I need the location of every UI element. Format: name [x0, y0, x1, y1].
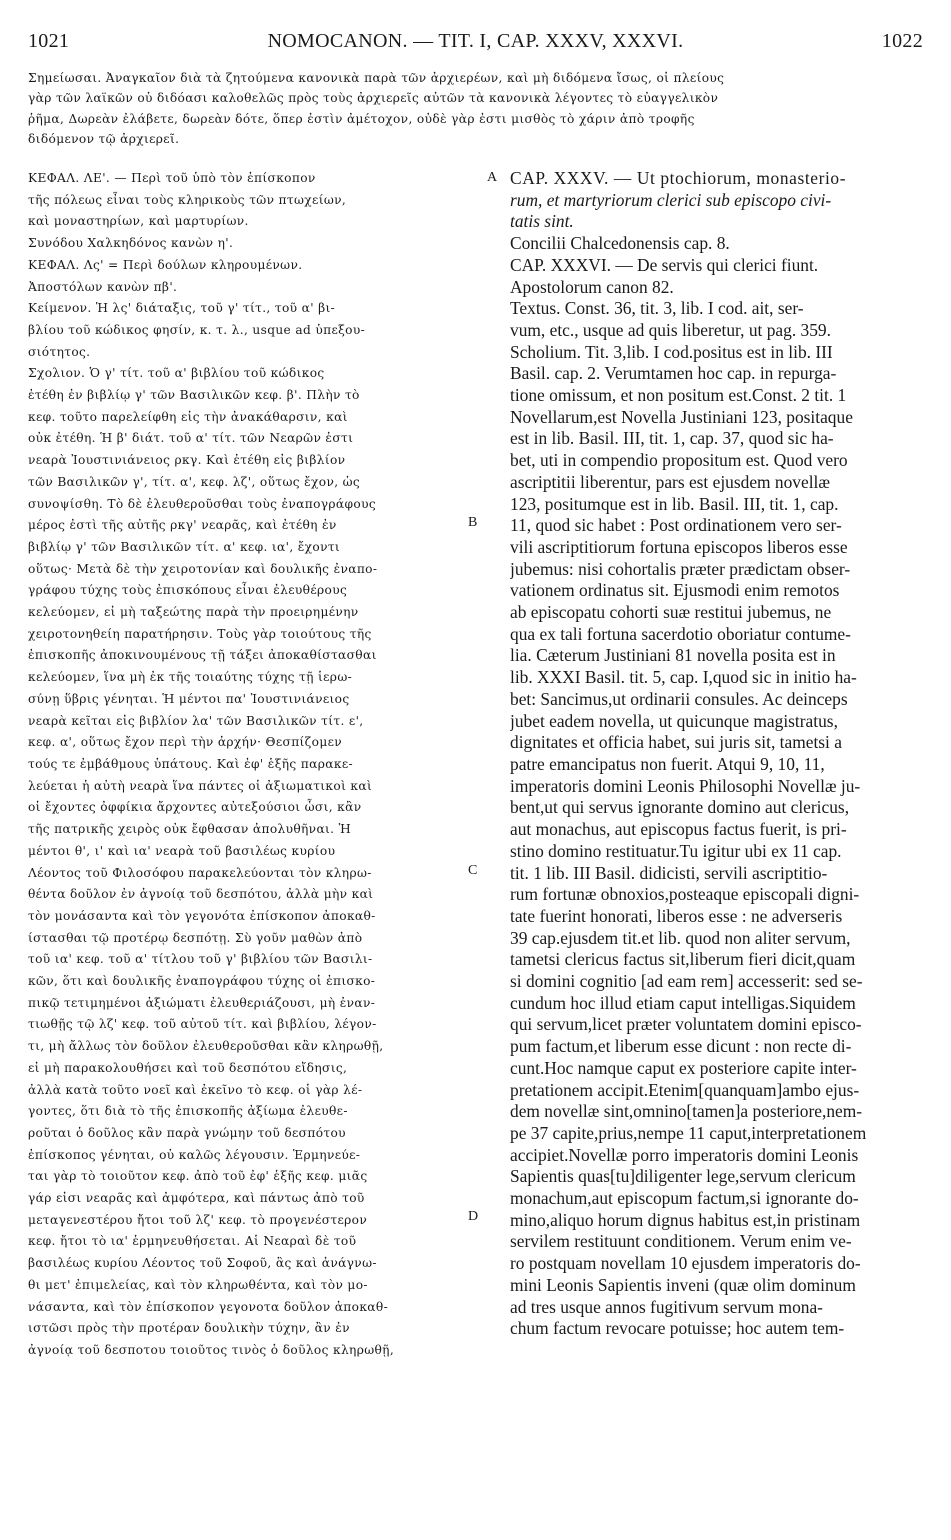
greek-text-line: συνοψίσθη. Τὸ δὲ ἐλευθεροῦσθαι τοὺς ἐναπογράφους	[28, 496, 376, 511]
latin-text-line: accipiet.Novellæ porro imperatoris domini Leonis	[510, 1144, 859, 1165]
greek-text-line: κεφ. ἤτοι τὸ ια' ἑρμηνευθήσεται. Αἱ Νεαραὶ δὲ τοῦ	[28, 1234, 357, 1249]
latin-text-line: cunt.Hoc namque caput ex posteriore capite inter-	[510, 1057, 857, 1078]
greek-text-line: μεταγενεστέρου ἤτοι τοῦ λζ' κεφ. τὸ προγενέστερον	[28, 1212, 368, 1227]
cap-xxxv-heading-line-3: tatis sint.	[510, 211, 574, 232]
greek-text-line: ιστῶσι πρὸς τὴν προτέραν δουλικὴν τύχην, ἂν ἐν	[28, 1321, 350, 1336]
greek-text-line: τῆς πόλεως εἶναι τοὺς κληρικοὺς τῶν πτωχείων,	[28, 192, 347, 207]
greek-text-line: νεαρὰ κεῖται εἰς βιβλίον λα' τῶν Βασιλικῶν τίτ. ε',	[28, 713, 364, 728]
cap-xxxv-heading-line-2: rum, et martyriorum clerici sub episcopo civi-	[510, 189, 832, 210]
latin-text-line: vili ascriptitiorum fortuna episcopos liberos esse	[510, 536, 848, 557]
latin-text-line: aut monachus, aut episcopus factus fuerit, is pri-	[510, 819, 847, 840]
margin-marker-d: D	[468, 1209, 479, 1224]
greek-text-line: μέρος ἐστὶ τῆς αὐτῆς ρκγ' νεαρᾶς, καὶ ἐτέθη ἐν	[28, 518, 337, 533]
latin-text-line: ro postquam novellam 10 ejusdem imperatoris do-	[510, 1253, 861, 1274]
greek-text-line: σύνῃ ὕβρις γένηται. Ἡ μέντοι πα' Ἰουστινιάνειος	[28, 691, 350, 706]
greek-text-line: ΚΕΦΑΛ. Λς' = Περὶ δούλων κληρουμένων.	[28, 257, 303, 272]
margin-marker-a: A	[487, 170, 498, 185]
greek-text-line: θι μετ' ἐπιμελείας, καὶ τὸν κληρωθέντα, καὶ τὸν μο-	[28, 1277, 368, 1292]
latin-text-line: vationem ordinatus sit. Ejusmodi enim remotos	[510, 580, 840, 601]
greek-text-line: κελεύομεν, ἵνα μὴ ἐκ τῆς τοιαύτης τύχης τῇ ἱερω-	[28, 670, 353, 685]
latin-text-line: lib. XXXI Basil. tit. 5, cap. I,quod sic in initio ha-	[510, 667, 857, 688]
latin-text-line: servilem restituunt conditionem. Verum enim ve-	[510, 1231, 852, 1252]
running-header	[28, 22, 923, 56]
greek-text-line: κεφ. τοῦτο παρελείφθη εἰς τὴν ἀνακάθαρσιν, καὶ	[28, 409, 348, 424]
greek-text-line: κελεύομεν, εἰ μὴ ταξεώτης παρὰ τὴν προειρημένην	[28, 605, 359, 620]
greek-text-line: ἀλλὰ κατὰ τοῦτο νοεῖ καὶ ἐκεῖνο τὸ κεφ. οἱ γὰρ λέ-	[28, 1082, 363, 1097]
latin-text-line: 123, positumque est in lib. Basil. III, tit. 1, cap.	[510, 493, 839, 514]
latin-text-line: Sapientis quas[tu]diligenter lege,servum clericum	[510, 1166, 856, 1187]
latin-text-line: CAP. XXXVI. — De servis qui clerici fiunt.	[510, 254, 819, 275]
latin-text-line: est in lib. Basil. III, tit. 1, cap. 37, quod sic ha-	[510, 428, 834, 449]
latin-text-line: jubet eadem novella, ut quicunque magistratus,	[510, 710, 838, 731]
greek-text-line: βασιλέως κυρίου Λέοντος τοῦ Σοφοῦ, ἃς καὶ ἀνάγνω-	[28, 1256, 377, 1271]
greek-text-line: πικῷ τετιμημένοι ἀξιώματι ἐλευθεριάζουσι, μὴ ἐναν-	[28, 995, 376, 1010]
greek-text-line: οὕτως· Μετὰ δὲ τὴν χειροτονίαν καὶ δουλικῆς ἐναπο-	[28, 561, 378, 576]
greek-text-line: κῶν, ὅτι καὶ δουλικῆς ἐναπογράφου τύχης οἱ ἐπισκο-	[28, 974, 376, 989]
latin-text-line: Textus. Const. 36, tit. 3, lib. I cod. ait, ser-	[510, 298, 804, 319]
greek-text-line: γράφου τύχης τοὺς ἐπισκόπους εἶναι ἐλευθέρους	[28, 583, 348, 598]
latin-text-line: jubemus: nisi cohortalis præter prædictam obser-	[510, 558, 851, 579]
latin-text-line: qui servum,licet præter voluntatem domini episco-	[510, 1014, 862, 1035]
greek-text-line: χειροτονηθείη παρατήρησιν. Τοὺς γὰρ τοιούτους τῆς	[28, 626, 372, 641]
latin-text-line: tate fuerint honorati, liberos esse : ne adverseris	[510, 905, 843, 926]
latin-text-line: si domini cognitio [ad eam rem] accesserit: sed se-	[510, 971, 863, 992]
greek-text-line: τιωθῇς τῷ λζ' κεφ. τοῦ αὐτοῦ τίτ. καὶ βιβλίου, λέγον-	[28, 1017, 377, 1032]
latin-text-line: patre emancipatus non fuerit. Atqui 9, 10, 11,	[510, 753, 825, 774]
latin-text-line: dignitates et officia habet, sui juris sit, tametsi a	[510, 732, 842, 753]
text-line: γὰρ τῶν λαϊκῶν οὐ διδόασι καλοθελῶς πρὸς τοὺς ἀρχιερεῖς αὐτῶν τὰ κανονικὰ λέγοντες τὸ εὐαγγελικὸν	[28, 91, 719, 106]
greek-text-line: λεύεται ἡ αὐτὴ νεαρὰ ἵνα πάντες οἱ ἀξιωματικοὶ καὶ	[28, 778, 373, 793]
latin-text-line: rum fortunæ obnoxios,posteaque episcopali digni-	[510, 884, 860, 905]
greek-text-line: βλίου τοῦ κώδικος φησίν, κ. τ. λ., usque ad ὑπεξου-	[28, 322, 366, 337]
latin-text-line: chum factum revocare potuisse; hoc autem tem-	[510, 1318, 845, 1339]
greek-text-line: Λέοντος τοῦ Φιλοσόφου παρακελεύονται τὸν κληρω-	[28, 865, 372, 880]
latin-text-line: ab episcopatu cohorti suæ restitui jubemus, ne	[510, 602, 832, 623]
greek-text-line: ίστασθαι τῷ προτέρῳ δεσπότῃ. Σὺ γοῦν μαθὼν ἀπὸ	[28, 930, 363, 945]
latin-text-line: pe 37 capite,prius,nempe 11 caput,interpretationem	[510, 1122, 867, 1143]
latin-text-line: pretationem accipit.Etenim[quanquam]ambo ejus-	[510, 1079, 860, 1100]
running-title: NOMOCANON. — TIT. I, CAP. XXXV, XXXVI.	[267, 30, 684, 52]
greek-text-line: γοντες, ὅτι διὰ τὸ τῆς ἐπισκοπῆς ἀξίωμα ἐλευθε-	[28, 1104, 348, 1119]
greek-note-paragraph	[28, 68, 929, 149]
latin-body	[510, 233, 930, 1340]
latin-text-line: Basil. cap. 2. Verumtamen hoc cap. in repurga-	[510, 363, 837, 384]
latin-text-line: stino domino restituatur.Tu igitur ubi ex 11 cap.	[510, 840, 842, 861]
latin-text-line: Scholium. Tit. 3,lib. I cod.positus est in lib. III	[510, 341, 833, 362]
greek-text-line: Συνόδου Χαλκηδόνος κανὼν η'.	[28, 236, 234, 251]
latin-text-line: qua ex tali fortuna sacerdotio oboriatur contume-	[510, 623, 851, 644]
latin-text-line: monachum,aut episcopum factum,si ignorante do-	[510, 1188, 859, 1209]
greek-text-line: ται γὰρ τὸ τοιοῦτον κεφ. ἀπὸ τοῦ ἐφ' ἑξῆς κεφ. μιᾶς	[28, 1169, 368, 1184]
greek-text-line: οἱ ἔχοντες ὀφφίκια ἄρχοντες αὐτεξούσιοι ὦσι, κἂν	[28, 800, 362, 815]
latin-text-line: bent,ut qui servus ignorante domino aut clericus,	[510, 797, 850, 818]
latin-text-line: mini Leonis Sapientis inveni (quæ olim dominum	[510, 1274, 856, 1295]
cap-xxxv-heading-line-1: CAP. XXXV. — Ut ptochiorum, monasterio-	[510, 168, 847, 188]
greek-text-line: νάσαντα, καὶ τὸν ἐπίσκοπον γεγονοτα δοῦλον ἀποκαθ-	[28, 1299, 389, 1314]
greek-text-line: γάρ εἰσι νεαρᾶς καὶ ἀμφότερα, καὶ πάντως ἀπὸ τοῦ	[28, 1191, 365, 1206]
greek-text-line: Κείμενον. Ἡ λς' διάταξις, τοῦ γ' τίτ., τοῦ α' βι-	[28, 301, 336, 316]
margin-marker-b: B	[468, 515, 478, 530]
greek-column	[28, 168, 484, 1362]
text-line: διδόμενον τῷ ἀρχιερεῖ.	[28, 131, 180, 146]
latin-column	[510, 168, 930, 1340]
latin-text-line: tametsi clericus factus sit,liberum fieri dicit,quam	[510, 949, 856, 970]
greek-text-line: ΚΕΦΑΛ. ΛΕ'. — Περὶ τοῦ ὑπὸ τὸν ἐπίσκοπον	[28, 171, 316, 185]
latin-text-line: vum, etc., usque ad quis liberetur, ut pag. 359.	[510, 319, 831, 340]
greek-text-line: σιότητος.	[28, 344, 91, 359]
greek-text-line: τοῦ ια' κεφ. τοῦ α' τίτλου τοῦ γ' βιβλίου τῶν Βασιλι-	[28, 952, 373, 967]
greek-text-line: ἐτέθη ἐν βιβλίῳ γ' τῶν Βασιλικῶν κεφ. β'. Πλὴν τὸ	[28, 388, 360, 403]
greek-text-line: ἀγνοίᾳ τοῦ δεσποτου τοιοῦτος τινὸς ὁ δοῦλος κληρωθῇ,	[28, 1342, 395, 1357]
latin-text-line: Apostolorum canon 82.	[510, 276, 674, 297]
latin-text-line: Concilii Chalcedonensis cap. 8.	[510, 233, 730, 254]
latin-text-line: lia. Cæterum Justiniani 81 novella posita est in	[510, 645, 836, 666]
latin-text-line: bet: Sancimus,ut ordinarii consules. Ac deinceps	[510, 688, 848, 709]
greek-text-line: κεφ. α', οὕτως ἔχον περὶ τὴν ἀρχήν· Θεσπίζομεν	[28, 735, 343, 750]
latin-text-line: tione omissum, et non positum est.Const. 2 tit. 1	[510, 385, 847, 406]
greek-text-line: Σχολιον. Ὁ γ' τίτ. τοῦ α' βιβλίου τοῦ κώδικος	[28, 366, 325, 381]
greek-text-line: ἐπισκοπῆς ἀποκινουμένους τῇ τάξει ἀποκαθίστασθαι	[28, 648, 377, 663]
text-line: Σημείωσαι. Ἀναγκαῖον διὰ τὰ ζητούμενα κανονικὰ παρὰ τῶν ἀρχιερέων, καὶ μὴ διδόμενα ἴσως, οἱ πλείους	[28, 71, 725, 85]
latin-text-line: 39 cap.ejusdem tit.et lib. quod non aliter servum,	[510, 927, 851, 948]
latin-text-line: 11, quod sic habet : Post ordinationem vero ser-	[510, 515, 842, 536]
greek-text-line: νεαρὰ Ἰουστινιάνειος ρκγ. Καὶ ἐτέθη εἰς βιβλίον	[28, 453, 346, 468]
greek-text-line: ἐπίσκοπος γένηται, οὐ καλῶς λέγουσιν. Ἑρμηνεύε-	[28, 1147, 361, 1162]
latin-text-line: tit. 1 lib. III Basil. didicisti, servili ascriptitio-	[510, 862, 828, 883]
greek-text-line: εἰ μὴ παρακολουθήσει καὶ τοῦ δεσπότου εἴδησις,	[28, 1060, 348, 1075]
greek-text-line: καὶ μοναστηρίων, καὶ μαρτυρίων.	[28, 214, 249, 229]
text-line: ῥῆμα, Δωρεὰν ἐλάβετε, δωρεὰν δότε, ὅπερ ἐστὶν ἀμέτοχον, οὐδὲ γὰρ ἐστι μισθὸς τὸ χάριν ἀπὸ τροφῆς	[28, 111, 695, 126]
margin-marker-c: C	[468, 863, 478, 878]
page-number-left: 1021	[28, 30, 70, 52]
greek-text-line: θέντα δοῦλον ἐν ἀγνοίᾳ τοῦ δεσπότου, ἀλλὰ μὴν καὶ	[28, 887, 374, 902]
greek-text-line: μέντοι θ', ι' καὶ ια' νεαρὰ τοῦ βασιλέως κυρίου	[28, 843, 336, 858]
latin-text-line: cundum hoc illud etiam caput intelligas.Siquidem	[510, 992, 856, 1013]
greek-text-line: τούς τε ἐμβάθμους ὑπάτους. Καὶ ἐφ' ἑξῆς παρακε-	[28, 756, 353, 771]
greek-text-line: οὐκ ἐτέθη. Ἡ β' διάτ. τοῦ α' τίτ. τῶν Νεαρῶν ἐστι	[28, 431, 354, 446]
page-number-right: 1022	[881, 30, 923, 52]
latin-text-line: ascriptitii liberentur, pars est ejusdem novellæ	[510, 471, 830, 492]
latin-text-line: bet, uti in compendio propositum est. Quod vero	[510, 450, 848, 471]
latin-text-line: mino,aliquo horum dignus habitus est,in pristinam	[510, 1209, 861, 1230]
latin-text-line: ad tres usque annos fugitivum servum mona-	[510, 1296, 823, 1317]
latin-text-line: pum factum,et liberum esse dicunt : non recte di-	[510, 1036, 852, 1057]
greek-text-line: Ἀποστόλων κανὼν πβ'.	[28, 279, 178, 294]
latin-text-line: Novellarum,est Novella Justiniani 123, positaque	[510, 406, 853, 427]
greek-text-line: τι, μὴ ἄλλως τὸν δοῦλον ἐλευθεροῦσθαι κἂν κληρωθῇ,	[28, 1039, 384, 1054]
greek-text-line: βιβλίῳ γ' τῶν Βασιλικῶν τίτ. α' κεφ. ια', ἔχοντι	[28, 539, 341, 554]
latin-text-line: imperatoris domini Leonis Philosophi Novellæ ju-	[510, 775, 861, 796]
latin-text-line: dem novellæ sint,omnino[tamen]a posteriore,nem-	[510, 1101, 863, 1122]
greek-text-line: τῶν Βασιλικῶν γ', τίτ. α', κεφ. λζ', οὕτως ἔχον, ὡς	[28, 474, 361, 489]
greek-text-line: τὸν μονάσαντα καὶ τὸν γεγονότα ἐπίσκοπον ἀποκαθ-	[28, 908, 376, 923]
greek-text-line: τῆς πατρικῆς χειρὸς οὐκ ἔφθασαν ἀπολυθῆναι. Ἡ	[28, 822, 352, 837]
greek-text-line: ροῦται ὁ δοῦλος κἂν παρὰ γνώμην τοῦ δεσπότου	[28, 1125, 346, 1140]
